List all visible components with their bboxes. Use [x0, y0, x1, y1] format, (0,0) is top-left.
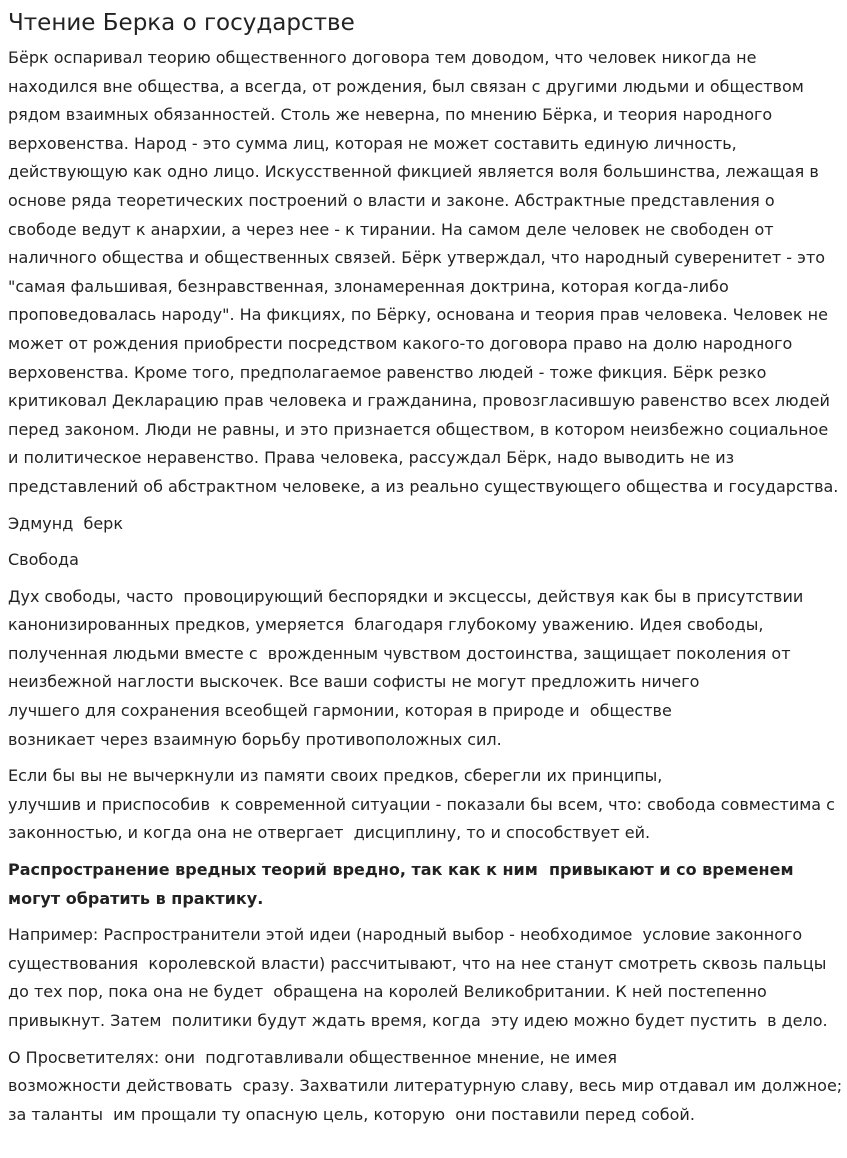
- paragraph-spirit-of-freedom: Дух свободы, часто провоцирующий беспорядки и эксцессы, действуя как бы в присутствии канонизированных предков, умеряется благодаря глубокому уважению. Идея свободы, полученная людьми вместе с врожденным чувством достоинства, защищает поколения от неизбежной наглости выскочек. Все ваши софисты не могут предложить ничего лучшего для сохранения всеобщей гармонии, которая в природе и обществе возникает через взаимную борьбу противоположных сил.: [8, 586, 804, 749]
- paragraph-harmful-theories: Распространение вредных теорий вредно, так как к ним привыкают и со временем могут обратить в практику.: [8, 860, 800, 908]
- author-name: Эдмунд берк: [8, 513, 123, 533]
- paragraph-ancestors: Если бы вы не вычеркнули из памяти своих предков, сберегли их принципы, улучшив и приспособив к современной ситуации - показали бы всем, что: свобода совместима с законностью, и когда она не отвергает дисциплину, то и способствует ей.: [8, 766, 835, 843]
- page-title: Чтение Берка о государстве: [8, 10, 355, 36]
- paragraph-example: Например: Распространители этой идеи (народный выбор - необходимое условие законного существования королевской власти) рассчитывают, что на нее станут смотреть сквозь пальцы до тех пор, пока она не будет обращена на королей Великобритании. К ней постепенно привыкнут. Затем политики будут ждать время, когда эту идею можно будет пустить в дело.: [8, 925, 832, 1030]
- paragraph-burke-critique: Бёрк оспаривал теорию общественного договора тем доводом, что человек никогда не находился вне общества, а всегда, от рождения, был связан с другими людьми и обществом рядом взаимных обязанностей. Столь же неверна, по мнению Бёрка, и теория народного верховенства. Народ - это сумма лиц, которая не может составить единую личность, действующую как одно лицо. Искусственной фикцией является воля большинства, лежащая в основе ряда теоретических построений о власти и законе. Абстрактные представления о свободе ведут к анархии, а через нее - к тирании. На самом деле человек не свободен от наличного общества и общественных связей. Бёрк утверждал, что народный суверенитет - это "самая фальшивая, безнравственная, злонамеренная доктрина, которая когда-либо проповедовалась народу". На фикциях, по Бёрку, основана и теория прав человека. Человек не может от рождения приобрести посредством какого-то договора право на долю народного верховенства. Кроме того, предполагаемое равенство людей - тоже фикция. Бёрк резко критиковал Декларацию прав человека и гражданина, провозгласившую равенство всех людей перед законом. Люди не равны, и это признается обществом, в котором неизбежно социальное и политическое неравенство. Права человека, рассуждал Бёрк, надо выводить не из представлений об абстрактном человеке, а из реально существующего общества и государства.: [8, 48, 839, 496]
- paragraph-enlighteners: О Просветителях: они подготавливали общественное мнение, не имея возможности действовать сразу. Захватили литературную славу, весь мир отдавал им должное; за таланты им прощали ту опасную цель, которую они поставили перед собой.: [8, 1047, 843, 1124]
- section-heading-freedom: Свобода: [8, 550, 79, 570]
